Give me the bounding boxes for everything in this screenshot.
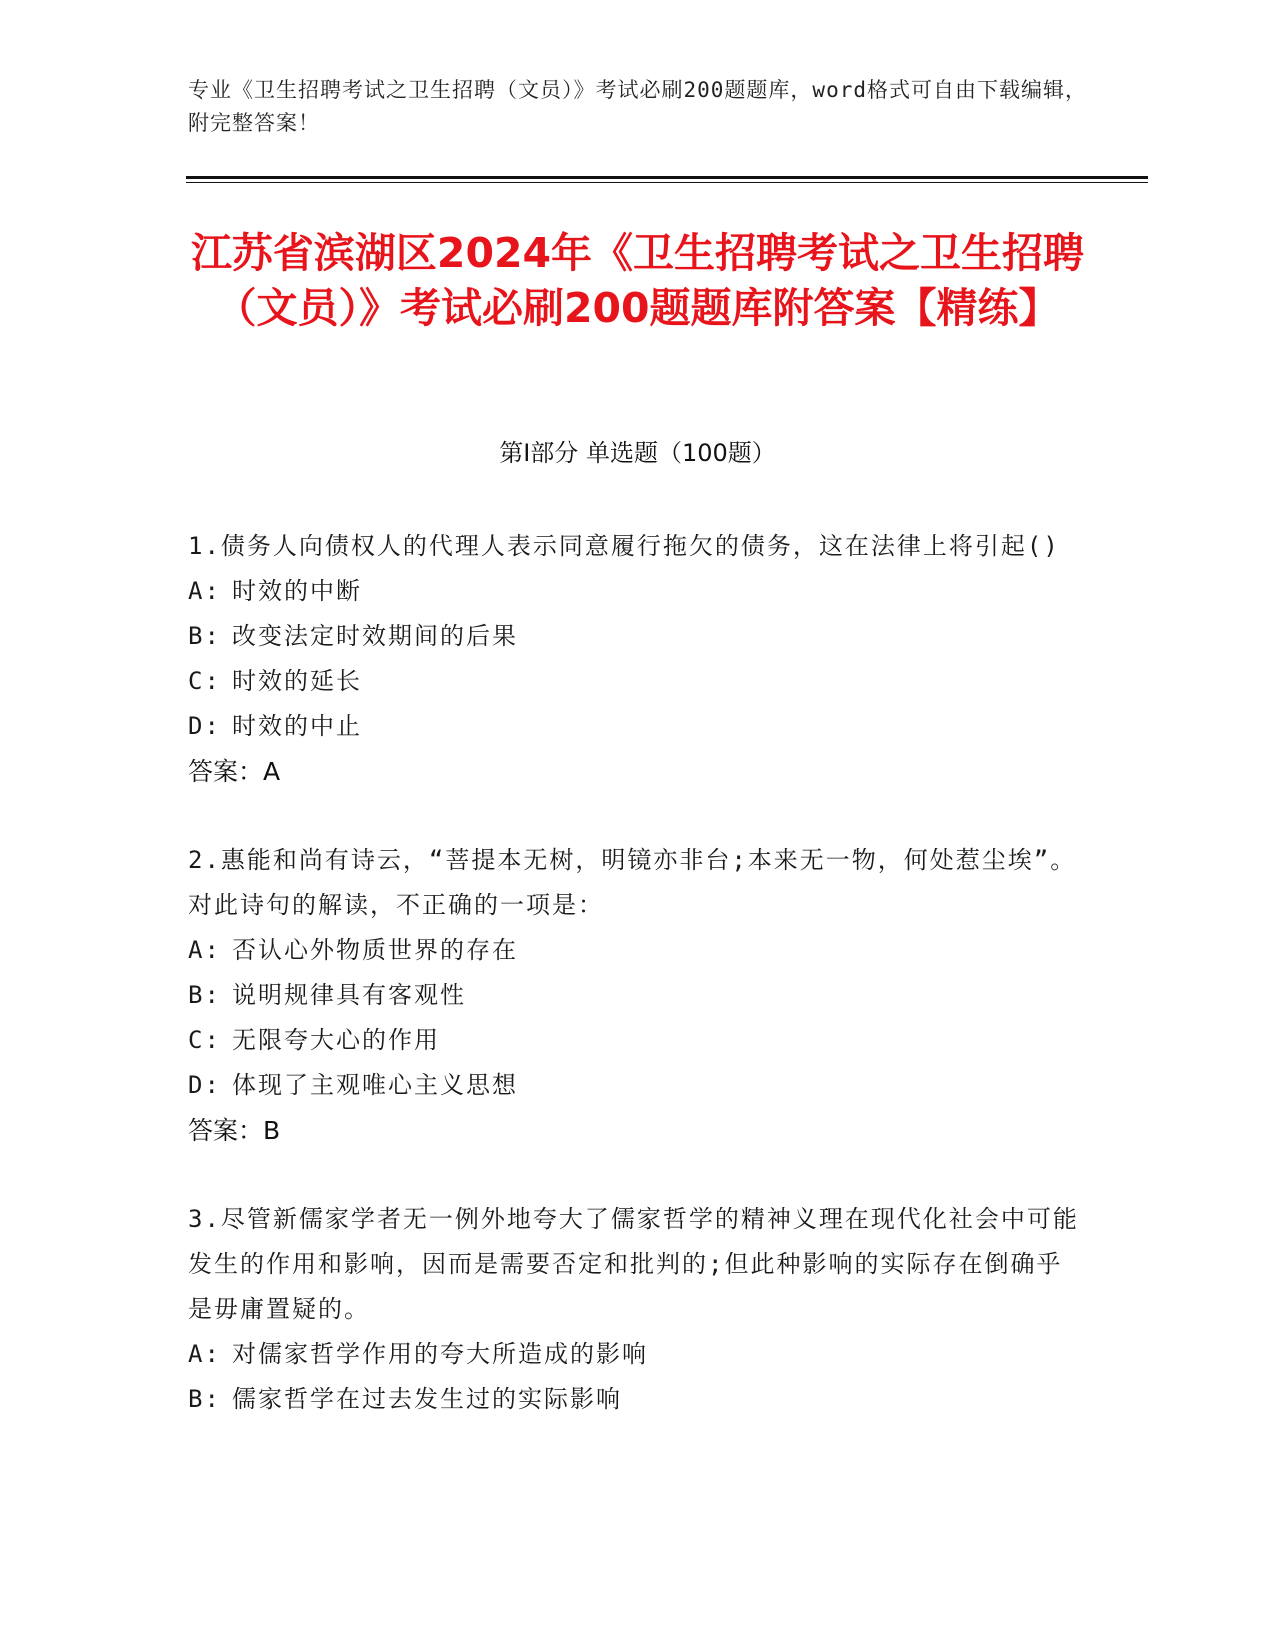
option-key: B: [188,981,221,1009]
answer: 答案：B [188,1116,281,1145]
option-key: C: [188,667,221,695]
question-list [188,524,1088,1466]
option-text: 对儒家哲学作用的夸大所造成的影响 [232,1340,648,1368]
option-d [188,704,1088,749]
section-title: 第Ⅰ部分 单选题（100题） [499,439,776,467]
option-key: C: [188,1026,221,1054]
option-text: 时效的中断 [232,577,362,605]
option-d [188,1063,1088,1108]
header-rule-thick [186,176,1148,179]
option-c [188,659,1088,704]
option-text: 时效的延长 [232,667,362,695]
option-text: 时效的中止 [232,712,362,740]
option-b [188,973,1088,1018]
question-text: 3.尽管新儒家学者无一例外地夸大了儒家哲学的精神义理在现代化社会中可能发生的作用和影响，因而是需要否定和批判的;但此种影响的实际存在倒确乎是毋庸置疑的。 [188,1205,1079,1323]
option-key: D: [188,1071,221,1099]
header-note: 专业《卫生招聘考试之卫生招聘（文员）》考试必刷200题题库，word格式可自由下载编辑，附完整答案！ [188,78,1087,135]
option-b [188,614,1088,659]
option-key: A: [188,1340,221,1368]
question-text: 1.债务人向债权人的代理人表示同意履行拖欠的债务，这在法律上将引起() [188,532,1060,560]
option-key: B: [188,1385,221,1413]
option-key: A: [188,936,221,964]
option-text: 说明规律具有客观性 [232,981,466,1009]
option-a [188,1332,1088,1377]
option-text: 无限夸大心的作用 [232,1026,440,1054]
option-key: B: [188,622,221,650]
question-2 [188,838,1088,1153]
option-key: A: [188,577,221,605]
option-a [188,928,1088,973]
question-text: 2.惠能和尚有诗云，“菩提本无树，明镜亦非台;本来无一物，何处惹尘埃”。对此诗句的解读，不正确的一项是： [188,846,1077,919]
option-text: 否认心外物质世界的存在 [232,936,518,964]
question-1 [188,524,1088,794]
option-a [188,569,1088,614]
option-key: D: [188,712,221,740]
option-text: 体现了主观唯心主义思想 [232,1071,518,1099]
answer: 答案：A [188,757,281,786]
document-title: 江苏省滨湖区2024年《卫生招聘考试之卫生招聘（文员）》考试必刷200题题库附答案【精练】 [190,229,1085,332]
option-b [188,1377,1088,1422]
option-c [188,1018,1088,1063]
question-3 [188,1197,1088,1422]
header-rule-thin [186,182,1148,183]
option-text: 改变法定时效期间的后果 [232,622,518,650]
option-text: 儒家哲学在过去发生过的实际影响 [232,1385,622,1413]
